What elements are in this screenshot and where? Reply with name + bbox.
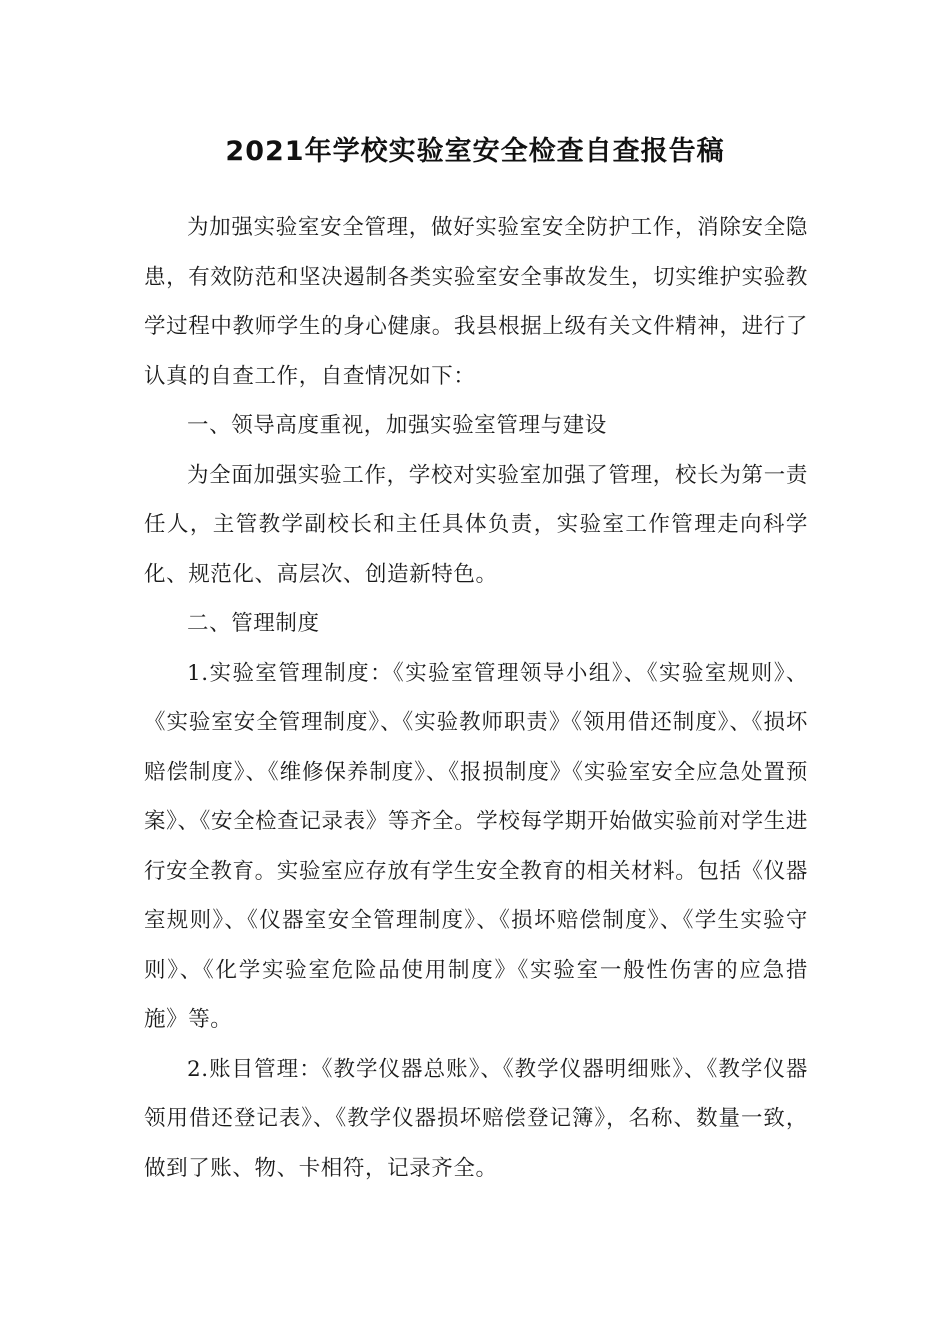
document-title: 2021年学校实验室安全检查自查报告稿 — [225, 136, 725, 167]
document-body — [144, 203, 808, 1193]
paragraph-leadership: 为全面加强实验工作，学校对实验室加强了管理，校长为第一责任人，主管教学副校长和主任具体负责，实验室工作管理走向科学化、规范化、高层次、创造新特色。 — [144, 462, 808, 587]
paragraph-intro: 为加强实验室安全管理，做好实验室安全防护工作，消除安全隐患，有效防范和坚决遏制各类实验室安全事故发生，切实维护实验教学过程中教师学生的身心健康。我县根据上级有关文件精神，进行了认真的自查工作，自查情况如下： — [144, 215, 808, 389]
paragraph-accounts: 2.账目管理：《教学仪器总账》、《教学仪器明细账》、《教学仪器领用借还登记表》、《教学仪器损坏赔偿登记簿》，名称、数量一致，做到了账、物、卡相符，记录齐全。 — [144, 1056, 808, 1181]
paragraph-lab-rules: 1.实验室管理制度：《实验室管理领导小组》、《实验室规则》、《实验室安全管理制度》、《实验教师职责》《领用借还制度》、《损坏赔偿制度》、《维修保养制度》、《报损制度》《实验室安全应急处置预案》、《安全检查记录表》等齐全。学校每学期开始做实验前对学生进行安全教育。实验室应存放有学生安全教育的相关材料。包括《仪器室规则》、《仪器室安全管理制度》、《损坏赔偿制度》、《学生实验守则》、《化学实验室危险品使用制度》《实验室一般性伤害的应急措施》等。 — [144, 660, 808, 1032]
section-heading-2: 二、管理制度 — [187, 611, 320, 636]
section-heading-1: 一、领导高度重视，加强实验室管理与建设 — [187, 413, 607, 438]
